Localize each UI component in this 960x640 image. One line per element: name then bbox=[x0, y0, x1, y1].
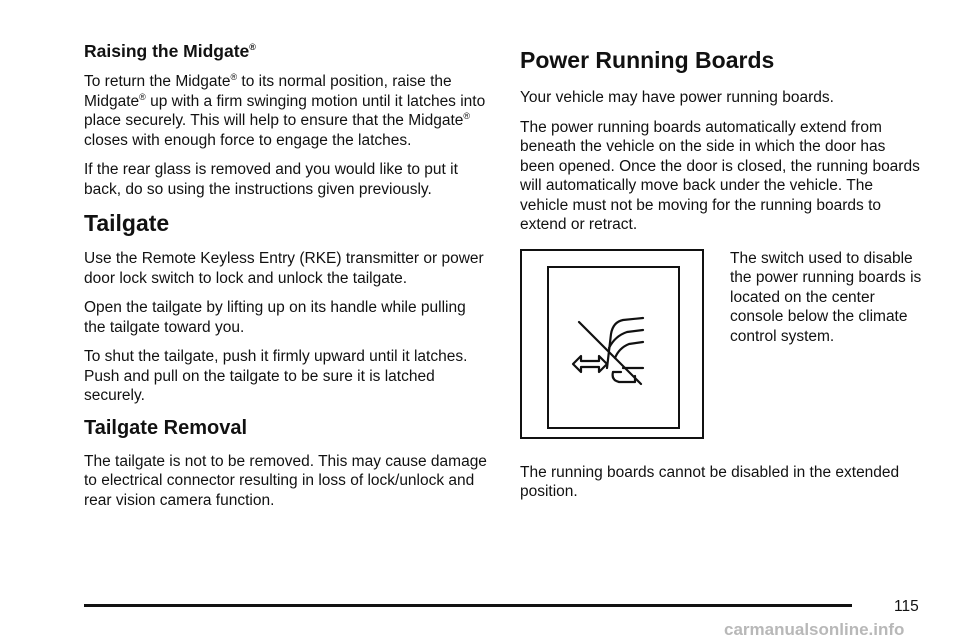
rear-glass-paragraph: If the rear glass is removed and you would like to put it back, do so using the instructions given previously. bbox=[84, 161, 458, 198]
tailgate-shut-paragraph: To shut the tailgate, push it firmly upward until it latches. Push and pull on the tailgate to be sure it is latched securely. bbox=[84, 348, 468, 404]
switch-figure bbox=[520, 249, 924, 445]
tailgate-open-paragraph: Open the tailgate by lifting up on its handle while pulling the tailgate toward you. bbox=[84, 299, 466, 336]
running-boards-operation-paragraph: The power running boards automatically extend from beneath the vehicle on the side in which the door has been opened. Once the door is closed, the running boards will automatically move back under the vehicle. The vehicle must not be moving for the running boards to extend or retract. bbox=[520, 118, 920, 233]
watermark: carmanualsonline.info bbox=[724, 620, 905, 639]
switch-illustration-frame bbox=[520, 249, 704, 439]
tailgate-heading: Tailgate bbox=[84, 210, 170, 236]
switch-caption: The switch used to disable the power running boards is located on the center console below the climate control system. bbox=[730, 249, 922, 345]
footer-rule bbox=[84, 604, 852, 607]
tailgate-lock-paragraph: Use the Remote Keyless Entry (RKE) transmitter or power door lock switch to lock and unlock the tailgate. bbox=[84, 250, 484, 287]
power-running-boards-heading: Power Running Boards bbox=[520, 47, 775, 73]
running-board-disable-icon bbox=[549, 268, 678, 427]
tailgate-removal-paragraph: The tailgate is not to be removed. This may cause damage to electrical connector resulting in loss of lock/unlock and rear vision camera function. bbox=[84, 452, 487, 509]
switch-illustration-panel bbox=[547, 266, 680, 429]
raising-midgate-paragraph: To return the Midgate® to its normal position, raise the Midgate® up with a firm swinging motion until it latches into place securely. This will help to ensure that the Midgate® closes with enough force to engage the latches. bbox=[84, 71, 486, 149]
left-column bbox=[84, 40, 488, 520]
raising-midgate-heading: Raising the Midgate® bbox=[84, 41, 256, 61]
running-boards-extended-paragraph: The running boards cannot be disabled in the extended position. bbox=[520, 463, 900, 500]
running-boards-intro-paragraph: Your vehicle may have power running boards. bbox=[520, 89, 834, 106]
right-column bbox=[520, 40, 924, 512]
page-number: 115 bbox=[894, 598, 919, 615]
tailgate-removal-heading: Tailgate Removal bbox=[84, 416, 248, 439]
